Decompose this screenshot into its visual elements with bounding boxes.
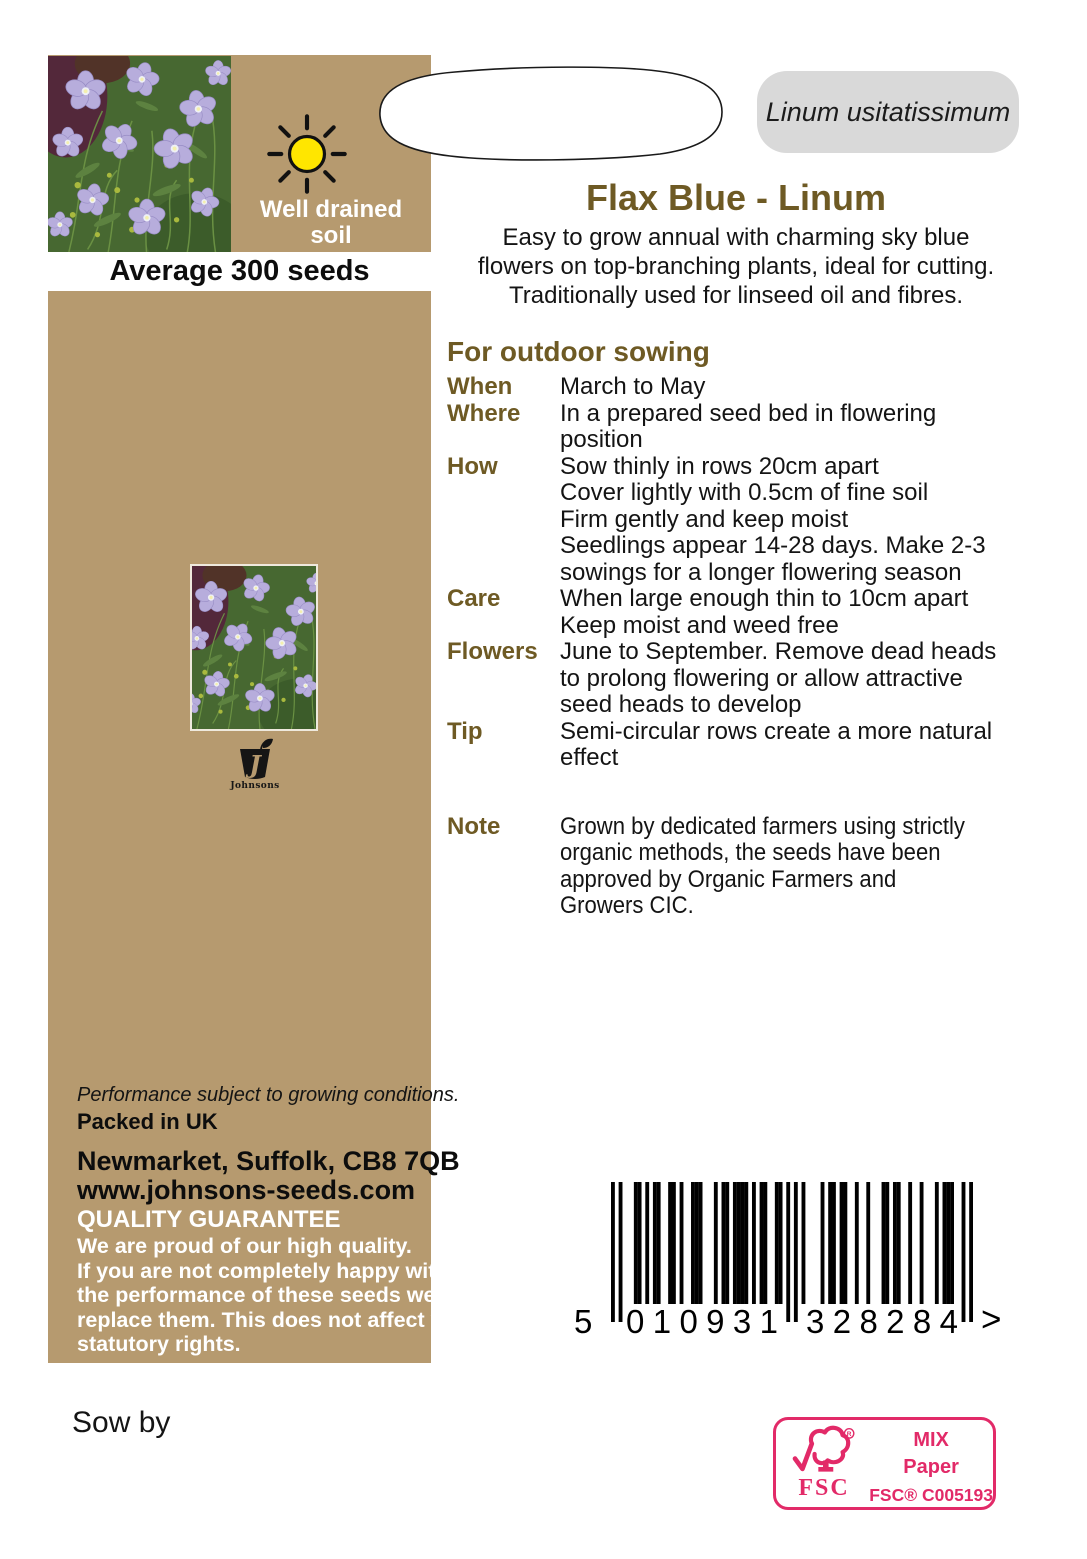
svg-text:J: J [249, 750, 261, 779]
packed-in-label: Packed in UK [77, 1109, 218, 1134]
description-line: Traditionally used for linseed oil and fibres. [508, 282, 964, 309]
barcode-digits-left [626, 1303, 778, 1341]
soil-type-label [231, 197, 431, 249]
flower-photo [48, 56, 231, 252]
flower-photo-small [190, 564, 318, 731]
quality-line: If you are not completely happy with [77, 1258, 449, 1283]
latin-name: Linum usitatissimum [765, 96, 1011, 127]
barcode-digits-right [806, 1303, 958, 1341]
sun-icon [261, 108, 353, 200]
soil-type-line2: soil [310, 222, 352, 249]
row-label: When [447, 373, 513, 400]
barcode [611, 1182, 973, 1322]
page-title: Flax Blue - Linum [585, 177, 887, 218]
quality-line: the performance of these seeds we will [77, 1283, 477, 1307]
row-label: Care [447, 585, 501, 612]
hang-hole-cutout [360, 60, 728, 164]
row-value: March to May [560, 373, 706, 400]
row-value-line: When large enough thin to 10cm apart [560, 585, 969, 612]
johnsons-pot-icon [235, 737, 275, 783]
sow-by-label: Sow by [72, 1406, 171, 1439]
barcode-digit: 9 [706, 1303, 725, 1340]
barcode-digit: 8 [859, 1303, 878, 1340]
johnsons-logo-text: Johnsons [230, 781, 280, 791]
barcode-digit: 1 [759, 1303, 778, 1340]
latin-name-badge [757, 71, 1019, 153]
quality-line: replace them. This does not affect your [77, 1307, 478, 1332]
sowing-section-heading: For outdoor sowing [447, 336, 710, 367]
performance-disclaimer: Performance subject to growing conditions. [77, 1084, 460, 1106]
barcode-digit: 8 [912, 1303, 932, 1340]
sowing-row-where [447, 401, 1043, 454]
row-value-line: Seedlings appear 14-28 days. Make 2-3 sowings for a longer flowering season [560, 532, 986, 586]
quality-guarantee-heading: QUALITY GUARANTEE [77, 1206, 341, 1233]
barcode-chevron: > [981, 1300, 1002, 1339]
barcode-digit: 2 [832, 1303, 852, 1340]
row-value [560, 586, 1005, 639]
barcode-digit: 3 [732, 1303, 752, 1340]
row-value-line: Firm gently and keep moist [560, 505, 849, 533]
barcode-digit: 3 [806, 1303, 825, 1340]
quality-line: We are proud of our high quality. [77, 1234, 412, 1258]
description-line: flowers on top-branching plants, ideal for cutting. [477, 253, 995, 280]
barcode-digit-first: 5 [574, 1303, 593, 1340]
sowing-table [447, 374, 1043, 920]
seed-count-strip [48, 252, 431, 291]
row-value: In a prepared seed bed in flowering position [560, 399, 937, 453]
description-line: Easy to grow annual with charming sky blue [502, 224, 970, 251]
sowing-row-flowers [447, 639, 1043, 719]
fsc-acronym: FSC [798, 1475, 850, 1501]
row-label: Note [447, 812, 501, 840]
sowing-row-note [447, 814, 1043, 920]
row-label: How [447, 452, 498, 480]
barcode-digit: 1 [652, 1303, 672, 1340]
row-value: June to September. Remove dead heads to prolong flowering or allow attractive seed heads to develop [560, 638, 997, 718]
barcode-digit: 0 [626, 1303, 645, 1340]
row-value [560, 454, 1005, 587]
company-address: Newmarket, Suffolk, CB8 7QB [77, 1146, 460, 1176]
sowing-row-tip [447, 719, 1043, 772]
quality-line: statutory rights. [77, 1332, 241, 1356]
row-value-line: Cover lightly with 0.5cm of fine soil [560, 479, 929, 506]
company-website: www.johnsons-seeds.com [77, 1175, 416, 1205]
row-value-line: Keep moist and weed free [560, 611, 839, 639]
fsc-label-text [869, 1420, 993, 1507]
fsc-mix: MIX [913, 1429, 949, 1451]
note-text: Grown by dedicated farmers using strictly organic methods, the seeds have been approved by Organic Farmers and Growers CIC. [560, 812, 965, 919]
row-label: Tip [447, 717, 483, 745]
barcode-digit: 2 [886, 1303, 905, 1340]
soil-type-line1: Well drained [259, 196, 403, 223]
fsc-license: FSC® C005193 [869, 1485, 993, 1505]
svg-text:R: R [846, 1431, 852, 1439]
quality-guarantee-text [77, 1234, 477, 1357]
fsc-tree-icon [776, 1420, 869, 1507]
sowing-row-when [447, 374, 1043, 401]
row-value-line: Sow thinly in rows 20cm apart [560, 452, 879, 480]
sowing-row-how [447, 454, 1043, 587]
barcode-digit: 4 [939, 1303, 958, 1340]
row-value: Semi-circular rows create a more natural effect [560, 717, 993, 771]
seed-count-label: Average 300 seeds [109, 255, 370, 287]
fsc-certification-label [773, 1417, 996, 1510]
sowing-row-care [447, 586, 1043, 639]
variety-description [432, 223, 1040, 310]
row-label: Flowers [447, 638, 538, 665]
row-label: Where [447, 399, 521, 427]
barcode-digit: 0 [679, 1303, 698, 1340]
fsc-paper: Paper [903, 1456, 959, 1478]
